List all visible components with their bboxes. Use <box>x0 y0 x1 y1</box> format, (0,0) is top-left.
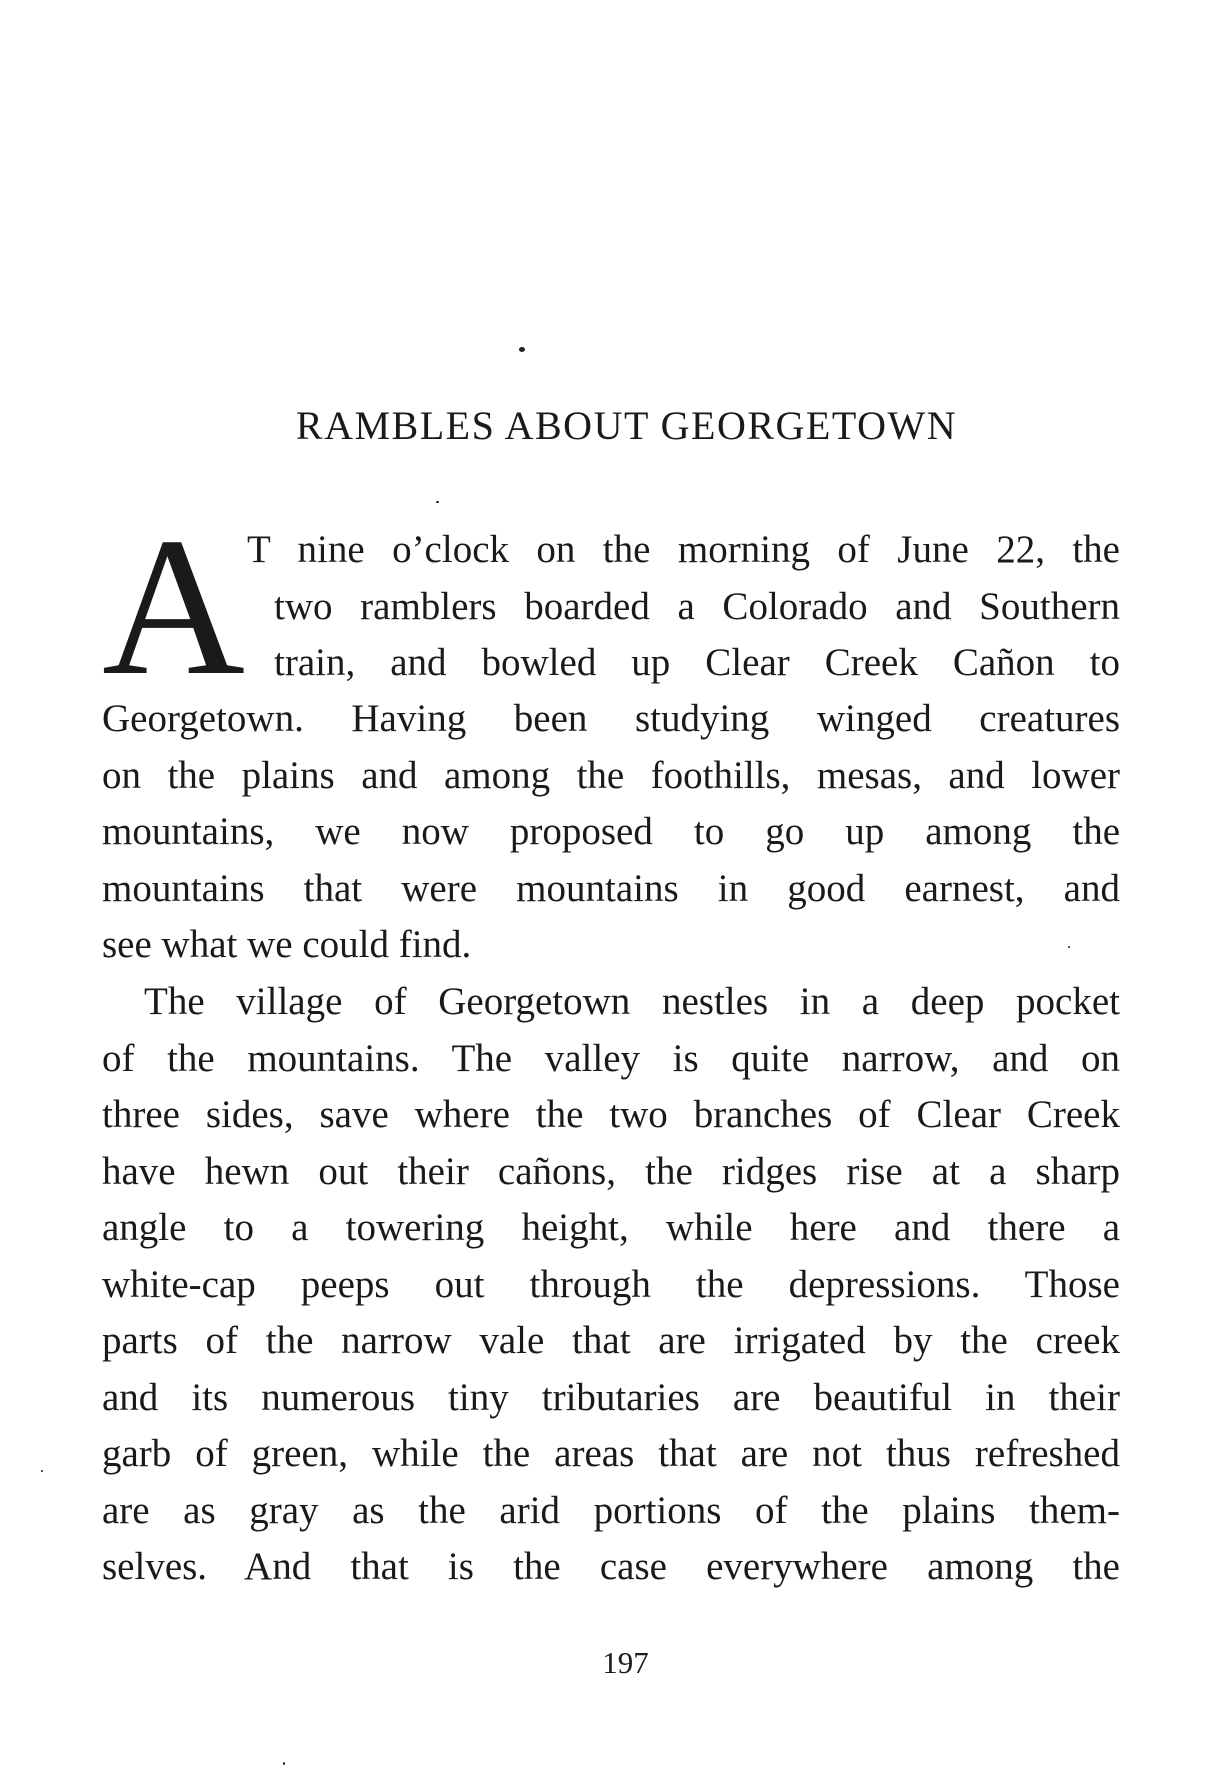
text-line: mountains, we now proposed to go up among the <box>102 810 1120 853</box>
text-line: and its numerous tiny tributaries are beautiful in their <box>102 1375 1120 1419</box>
text-line: angle to a towering height, while here and there a <box>102 1206 1120 1249</box>
text-line: mountains that were mountains in good earnest, and <box>102 866 1120 910</box>
chapter-title: RAMBLES ABOUT GEORGETOWN <box>295 403 958 448</box>
drop-cap: A <box>102 497 245 716</box>
text-line: train, and bowled up Clear Creek Cañon to <box>274 641 1120 684</box>
opening-paragraph <box>102 497 1120 716</box>
text-line: The village of Georgetown nestles in a deep pocket <box>144 980 1120 1023</box>
text-line: two ramblers boarded a Colorado and Southern <box>274 584 1120 628</box>
text-line: garb of green, while the areas that are not thus refreshed <box>102 1432 1120 1475</box>
text-line: Georgetown. Having been studying winged creatures <box>102 697 1120 740</box>
scan-speck <box>283 1762 285 1765</box>
text-line: have hewn out their cañons, the ridges rise at a sharp <box>102 1149 1120 1193</box>
scan-speck <box>436 501 439 503</box>
text-line: parts of the narrow vale that are irrigated by the creek <box>102 1319 1120 1362</box>
text-line: T nine o’clock on the morning of June 22, the <box>247 528 1120 571</box>
page-number: 197 <box>602 1645 649 1680</box>
text-line: see what we could find. <box>102 923 472 966</box>
scan-speck <box>41 1470 43 1472</box>
text-line: white-cap peeps out through the depressions. Those <box>102 1262 1120 1306</box>
text-line: three sides, save where the two branches of Clear Creek <box>102 1093 1120 1136</box>
text-line: are as gray as the arid portions of the plains them- <box>102 1488 1120 1532</box>
text-line: selves. And that is the case everywhere among the <box>102 1545 1120 1588</box>
paragraph-2 <box>102 974 1120 1596</box>
text-line: on the plains and among the foothills, mesas, and lower <box>102 753 1120 797</box>
scan-speck <box>519 347 525 352</box>
text-line: of the mountains. The valley is quite narrow, and on <box>102 1036 1120 1080</box>
paragraph-1-continued <box>102 691 1120 974</box>
